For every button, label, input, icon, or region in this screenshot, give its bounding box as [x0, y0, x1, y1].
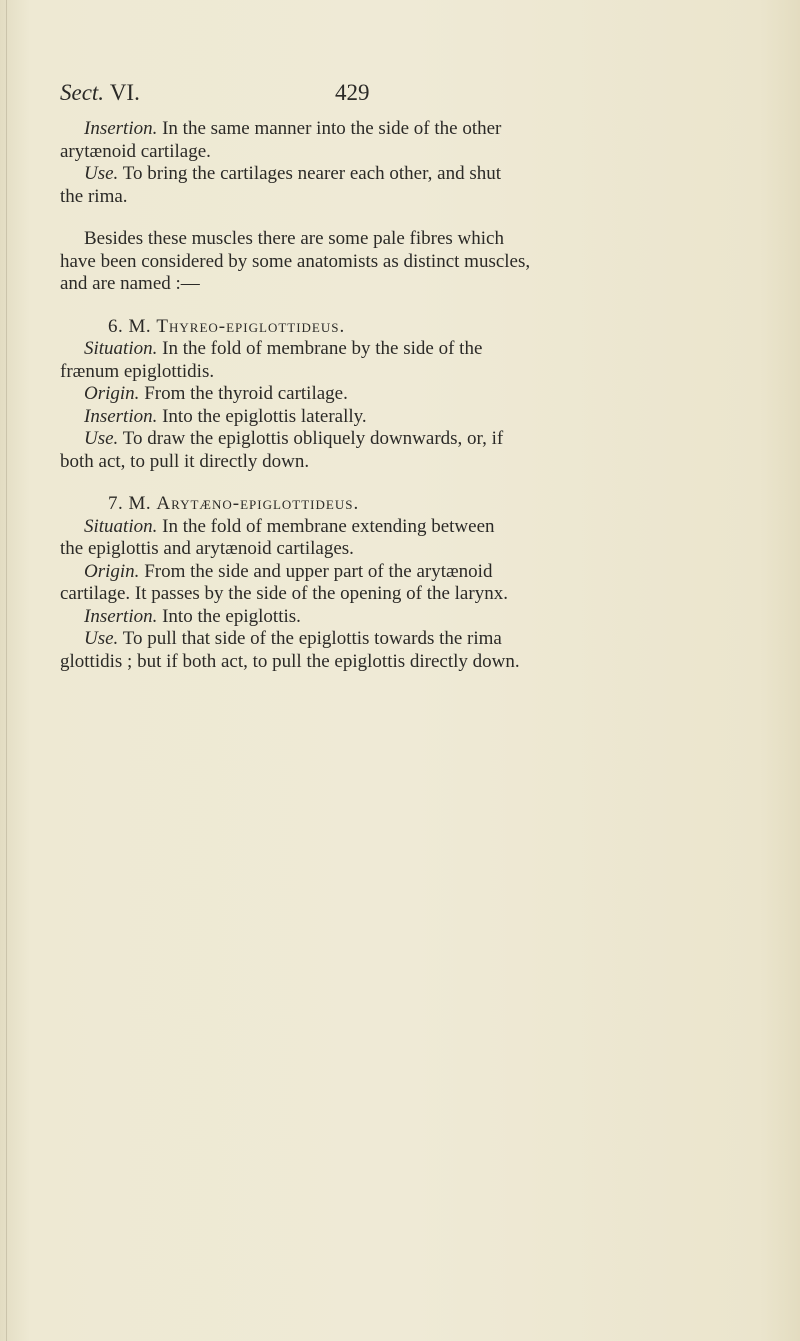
origin-text: From the thyroid cartilage. — [144, 383, 348, 404]
section-number: VI. — [109, 80, 140, 105]
running-header — [60, 80, 760, 110]
section-label-text: Sect. — [60, 80, 105, 105]
muscle-6-prefix: 6. M. — [108, 315, 152, 337]
muscle-7-insertion — [60, 606, 750, 629]
use-text-2: the rima. — [60, 185, 128, 207]
origin-label: Origin. — [84, 383, 140, 404]
origin-label: Origin. — [84, 560, 140, 582]
situation-label: Situation. — [84, 338, 158, 359]
section-label — [60, 80, 140, 106]
insertion-line — [60, 118, 750, 141]
use-text-2: both act, to pull it directly down. — [60, 450, 310, 472]
muscle-7-heading — [60, 493, 750, 516]
use-text-1: To draw the epiglottis obliquely downwards, or, if — [122, 428, 504, 449]
use-label: Use. — [84, 628, 119, 649]
use-text-2: glottidis ; but if both act, to pull the epiglottis directly down. — [60, 650, 520, 672]
use-label: Use. — [84, 163, 119, 184]
insertion-text-1: In the same manner into the side of the other — [162, 118, 502, 139]
spacer — [60, 473, 750, 493]
origin-text-1: From the side and upper part of the arytænoid — [144, 560, 493, 582]
muscle-7-use — [60, 628, 750, 651]
spacer — [60, 208, 750, 228]
situation-label: Situation. — [84, 515, 158, 537]
insertion-text-2: arytænoid cartilage. — [60, 140, 211, 162]
muscle-6-origin — [60, 383, 750, 406]
muscle-6-heading — [60, 316, 750, 339]
besides-line-2: have been considered by some anatomists as distinct muscles, — [60, 250, 531, 272]
situation-text-1: In the fold of membrane extending between — [162, 515, 495, 537]
use-text-1: To pull that side of the epiglottis towards the rima — [122, 628, 502, 649]
page-edge — [6, 0, 7, 1341]
situation-text-2: the epiglottis and arytænoid cartilages. — [60, 538, 354, 559]
muscle-7-situation — [60, 516, 750, 539]
muscle-7-prefix: 7. M. — [108, 493, 152, 514]
muscle-6-situation — [60, 338, 750, 361]
page-number: 429 — [335, 80, 370, 105]
situation-text-2: frænum epiglottidis. — [60, 360, 215, 382]
insertion-label: Insertion. — [84, 605, 158, 627]
use-label: Use. — [84, 428, 119, 449]
spacer — [60, 296, 750, 316]
muscle-7-name: Arytæno-epiglottideus. — [156, 493, 360, 514]
insertion-label: Insertion. — [84, 405, 158, 427]
body-text — [60, 118, 750, 673]
muscle-6-insertion — [60, 406, 750, 429]
besides-line-1: Besides these muscles there are some pale fibres which — [84, 228, 504, 249]
use-text-1: To bring the cartilages nearer each other, and shut — [122, 163, 502, 184]
use-line — [60, 163, 750, 186]
insertion-label: Insertion. — [84, 118, 158, 139]
origin-text-2: cartilage. It passes by the side of the opening of the larynx. — [60, 583, 508, 604]
muscle-6-use — [60, 428, 750, 451]
insertion-text: Into the epiglottis. — [162, 605, 301, 627]
muscle-6-name: Thyreo-epiglottideus. — [156, 315, 346, 337]
besides-line-3: and are named :— — [60, 273, 200, 294]
insertion-text: Into the epiglottis laterally. — [162, 405, 367, 427]
situation-text-1: In the fold of membrane by the side of the — [162, 338, 483, 359]
muscle-7-origin — [60, 561, 750, 584]
